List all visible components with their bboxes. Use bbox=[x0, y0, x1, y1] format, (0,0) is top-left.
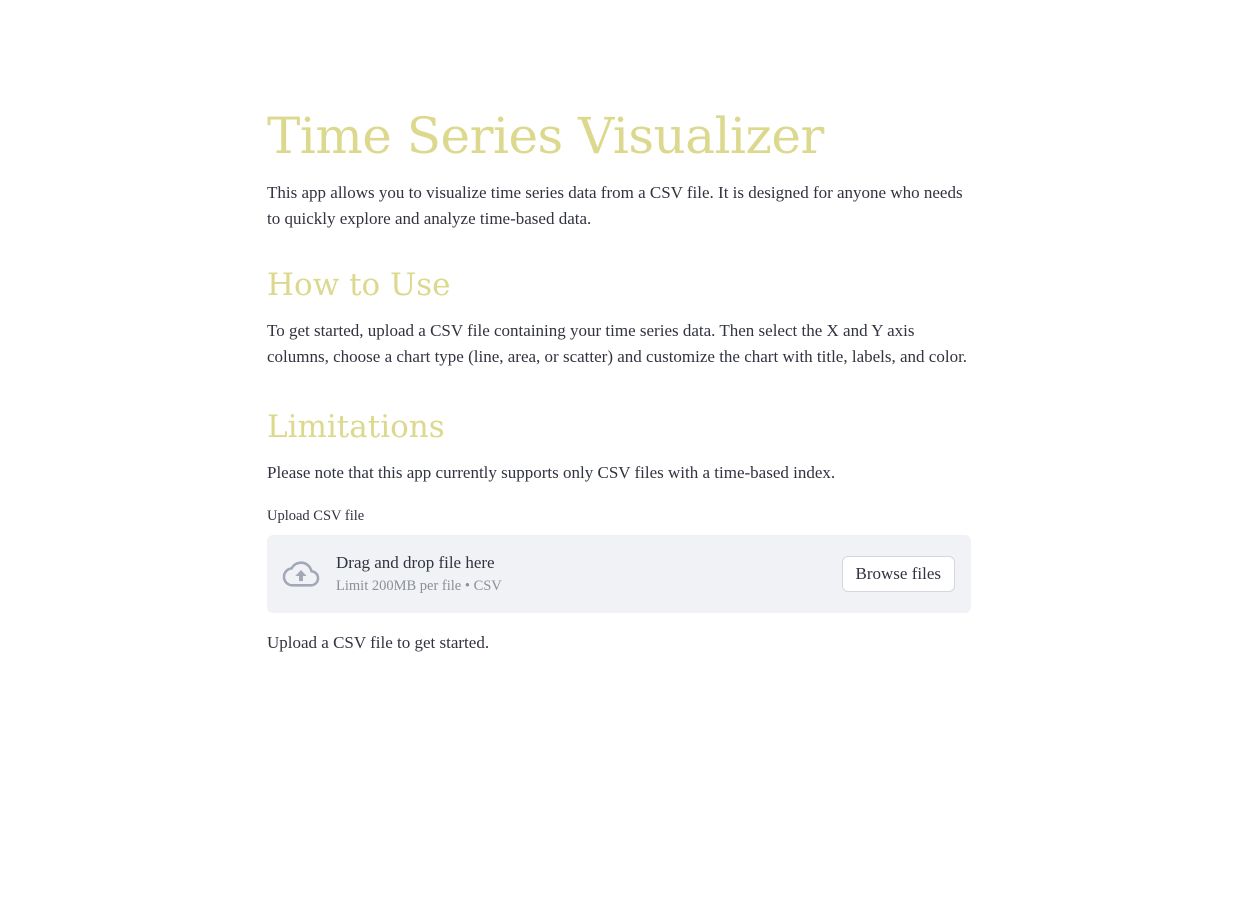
intro-text: This app allows you to visualize time series data from a CSV file. It is designed for anyone who needs to quickly explore and analyze time-based data. bbox=[267, 183, 963, 228]
page-title: Time Series Visualizer bbox=[267, 107, 824, 165]
cloud-upload-icon bbox=[282, 557, 320, 591]
browse-files-button[interactable]: Browse files bbox=[842, 556, 955, 592]
drop-text: Drag and drop file here bbox=[336, 552, 495, 572]
upload-label: Upload CSV file bbox=[267, 507, 365, 524]
status-message: Upload a CSV file to get started. bbox=[267, 632, 490, 652]
how-to-use-heading: How to Use bbox=[267, 267, 451, 303]
how-to-use-text: To get started, upload a CSV file containing your time series data. Then select the X and Y axis columns, choose a chart type (line, area, or scatter) and customize the chart with title, labels, and color. bbox=[267, 321, 968, 366]
file-dropzone[interactable] bbox=[267, 535, 971, 613]
limitations-heading: Limitations bbox=[267, 409, 445, 445]
main-content bbox=[267, 96, 971, 655]
limitations-text: Please note that this app currently supports only CSV files with a time-based index. bbox=[267, 463, 836, 482]
dropzone-instructions bbox=[336, 552, 502, 595]
file-limit-text: Limit 200MB per file • CSV bbox=[336, 577, 502, 594]
